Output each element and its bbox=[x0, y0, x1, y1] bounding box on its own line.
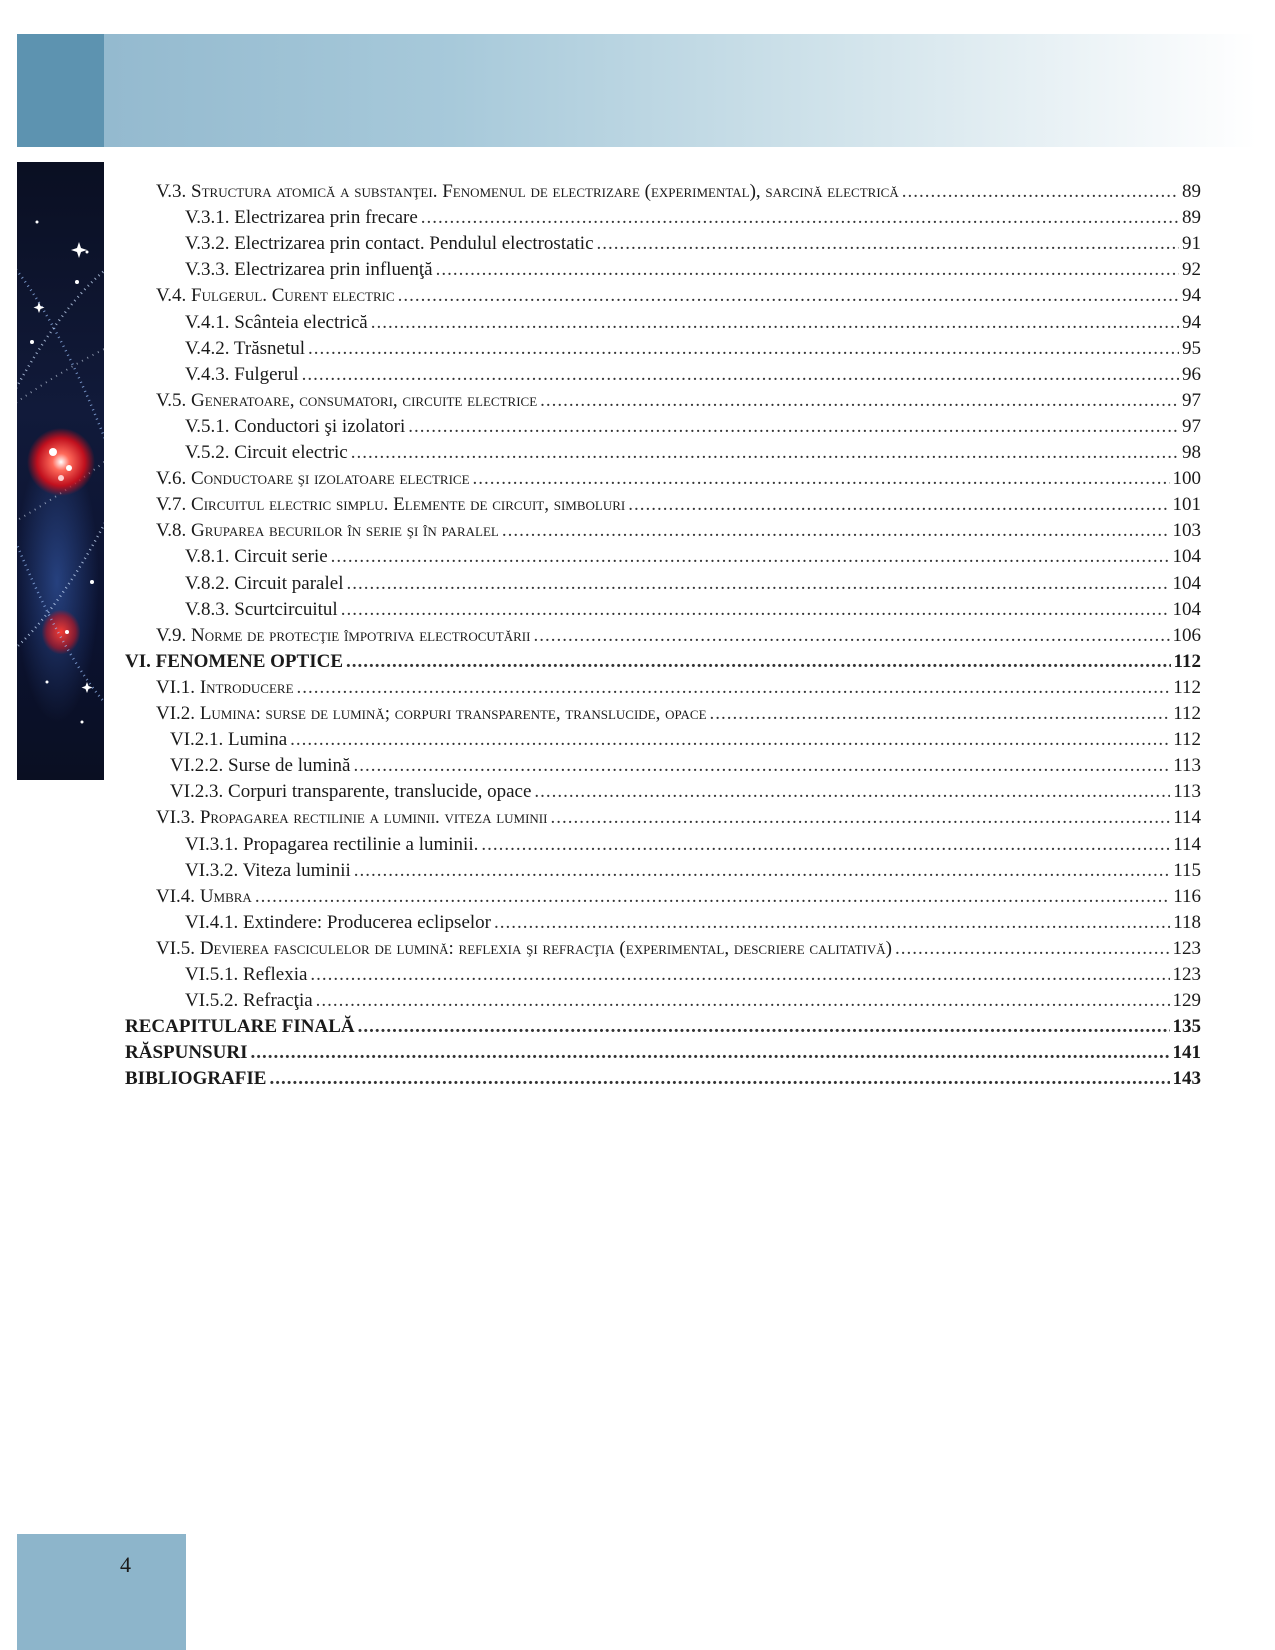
toc-entry-label bbox=[185, 415, 405, 439]
toc-entry-page: 101 bbox=[1172, 494, 1201, 516]
toc-entry-page: 114 bbox=[1173, 807, 1201, 829]
toc-leader-dots bbox=[308, 337, 1179, 361]
toc-entry-label bbox=[156, 389, 537, 413]
toc-entry-title: VI.5.1. Reflexia bbox=[185, 964, 308, 985]
toc-leader-dots bbox=[533, 624, 1169, 648]
toc-leader-dots bbox=[297, 676, 1171, 700]
toc-entry-page: 113 bbox=[1173, 755, 1201, 777]
toc-entry-title: V.5.1. Conductori şi izolatori bbox=[185, 415, 406, 437]
toc-entry-page: 113 bbox=[1173, 781, 1201, 803]
toc-leader-dots bbox=[494, 911, 1170, 935]
toc-leader-dots bbox=[710, 702, 1171, 726]
toc-entry-page: 129 bbox=[1172, 990, 1201, 1012]
toc-entry-page: 89 bbox=[1182, 207, 1201, 229]
toc-leader-dots bbox=[628, 493, 1169, 517]
toc-leader-dots bbox=[597, 232, 1179, 256]
toc-entry[interactable] bbox=[156, 180, 1201, 204]
toc-entry[interactable] bbox=[185, 989, 1201, 1013]
toc-entry-label bbox=[185, 363, 299, 387]
toc-entry-title: V.5.2. Circuit electric bbox=[185, 442, 348, 463]
toc-entry-page: 112 bbox=[1173, 703, 1201, 724]
toc-entry-title: VI.3.2. Viteza luminii bbox=[185, 859, 351, 881]
toc-entry-title: VI.2.1. Lumina bbox=[170, 729, 288, 751]
toc-entry-title: V.4.1. Scânteia electrică bbox=[185, 311, 368, 333]
toc-entry-page: 100 bbox=[1172, 468, 1201, 490]
toc-entry-title: Conductoare şi izolatoare electrice bbox=[191, 468, 470, 490]
toc-entry-title: V.8.3. Scurtcircuitul bbox=[185, 598, 338, 620]
toc-entry-number: V.9. bbox=[156, 624, 192, 646]
toc-entry-title: RĂSPUNSURI bbox=[125, 1042, 248, 1064]
toc-entry-page: 104 bbox=[1172, 598, 1201, 620]
toc-entry-title: BIBLIOGRAFIE bbox=[125, 1068, 267, 1090]
toc-entry[interactable] bbox=[125, 650, 1201, 674]
toc-entry-label bbox=[156, 806, 547, 830]
toc-entry[interactable] bbox=[156, 519, 1201, 543]
toc-leader-dots bbox=[902, 180, 1179, 204]
toc-leader-dots bbox=[346, 572, 1169, 596]
toc-entry[interactable] bbox=[156, 493, 1201, 517]
toc-leader-dots bbox=[353, 754, 1170, 778]
toc-leader-dots bbox=[481, 833, 1170, 857]
toc-leader-dots bbox=[502, 519, 1170, 543]
toc-leader-dots bbox=[341, 598, 1170, 622]
toc-leader-dots bbox=[351, 441, 1179, 465]
toc-leader-dots bbox=[316, 989, 1170, 1013]
toc-entry-label bbox=[156, 519, 499, 543]
toc-entry-label bbox=[185, 206, 418, 230]
toc-entry-title: V.3.1. Electrizarea prin frecare bbox=[185, 207, 418, 229]
toc-entry-number: V.7. bbox=[156, 494, 192, 516]
toc-entry-label bbox=[125, 1015, 355, 1039]
toc-leader-dots bbox=[290, 728, 1170, 752]
toc-entry-page: 92 bbox=[1182, 259, 1201, 281]
toc-entry-page: 104 bbox=[1172, 572, 1201, 594]
toc-entry[interactable] bbox=[185, 232, 1201, 256]
toc-entry-title: V.3.3. Electrizarea prin influenţă bbox=[185, 259, 433, 281]
toc-entry[interactable] bbox=[185, 337, 1201, 361]
toc-leader-dots bbox=[302, 363, 1179, 387]
toc-entry-label bbox=[156, 937, 892, 961]
toc-entry-page: 94 bbox=[1182, 285, 1201, 307]
toc-entry-title: VI.3.1. Propagarea rectilinie a luminii. bbox=[185, 833, 479, 855]
toc-entry-title: VI.5.2. Refracţia bbox=[185, 990, 313, 1012]
toc-leader-dots bbox=[310, 963, 1169, 987]
toc-entry-title: V.8.1. Circuit serie bbox=[185, 546, 328, 568]
toc-entry-page: 112 bbox=[1173, 729, 1201, 751]
toc-entry-label bbox=[185, 258, 433, 282]
toc-leader-dots bbox=[371, 311, 1179, 335]
toc-leader-dots bbox=[398, 284, 1179, 308]
toc-entry-page: 97 bbox=[1182, 415, 1201, 437]
toc-entry-page: 114 bbox=[1173, 833, 1201, 855]
toc-entry[interactable] bbox=[125, 1067, 1201, 1091]
toc-leader-dots bbox=[540, 389, 1179, 413]
toc-entry-label bbox=[185, 311, 368, 335]
toc-entry-page: 97 bbox=[1182, 389, 1201, 411]
toc-entry-label bbox=[170, 780, 531, 804]
toc-entry-number: VI.3. bbox=[156, 807, 200, 829]
toc-entry-page: 143 bbox=[1172, 1068, 1201, 1090]
toc-entry[interactable] bbox=[156, 806, 1201, 830]
toc-entry-page: 89 bbox=[1182, 181, 1201, 202]
toc-entry[interactable] bbox=[185, 311, 1201, 335]
toc-entry-title: V.8.2. Circuit paralel bbox=[185, 572, 344, 594]
toc-entry-page: 112 bbox=[1173, 676, 1201, 698]
toc-entry-title: Gruparea becurilor în serie şi în paralel bbox=[191, 520, 499, 542]
toc-entry[interactable] bbox=[170, 780, 1201, 804]
toc-entry-label bbox=[156, 180, 899, 204]
toc-entry-number: V.5. bbox=[156, 389, 192, 411]
toc-entry-title: Introducere bbox=[199, 676, 294, 698]
toc-leader-dots bbox=[255, 885, 1170, 909]
toc-entry-number: VI.1. bbox=[156, 676, 200, 698]
toc-entry-number: V.4. bbox=[156, 285, 192, 307]
toc-entry[interactable] bbox=[185, 859, 1201, 883]
toc-entry[interactable] bbox=[125, 1015, 1201, 1039]
toc-entry-page: 96 bbox=[1182, 363, 1201, 385]
toc-entry-page: 98 bbox=[1182, 442, 1201, 463]
toc-entry-page: 115 bbox=[1173, 859, 1201, 881]
toc-entry[interactable] bbox=[156, 937, 1201, 961]
toc-entry-title: V.4.2. Trăsnetul bbox=[185, 337, 306, 359]
toc-entry[interactable] bbox=[185, 545, 1201, 569]
toc-entry[interactable] bbox=[185, 206, 1201, 230]
toc-entry-label bbox=[185, 859, 351, 883]
toc-entry[interactable] bbox=[170, 754, 1201, 778]
toc-entry-title: Norme de protecţie împotriva electrocutării bbox=[191, 624, 531, 646]
toc-leader-dots bbox=[895, 937, 1170, 961]
footer-block bbox=[17, 1534, 186, 1650]
toc-entry[interactable] bbox=[185, 258, 1201, 282]
toc-entry[interactable] bbox=[125, 1041, 1201, 1065]
toc-entry-label bbox=[156, 467, 470, 491]
toc-leader-dots bbox=[346, 650, 1171, 674]
toc-entry-title: Devierea fasciculelor de lumină: reflexia şi refracţia (experimental, descriere calitativă) bbox=[199, 937, 892, 959]
toc-entry-page: 118 bbox=[1173, 911, 1201, 933]
toc-entry[interactable] bbox=[185, 363, 1201, 387]
toc-entry-label bbox=[185, 545, 328, 569]
toc-entry-number: VI.5. bbox=[156, 937, 200, 959]
toc-leader-dots bbox=[421, 206, 1179, 230]
toc-entry[interactable] bbox=[170, 728, 1201, 752]
toc-leader-dots bbox=[331, 545, 1170, 569]
toc-entry-title: Lumina: surse de lumină; corpuri transparente, translucide, opace bbox=[199, 703, 707, 724]
toc-entry-page: 106 bbox=[1172, 624, 1201, 646]
toc-entry-page: 112 bbox=[1173, 650, 1201, 672]
toc-leader-dots bbox=[408, 415, 1179, 439]
toc-entry-title: Propagarea rectilinie a luminii. viteza luminii bbox=[199, 807, 548, 829]
toc-entry-title: Umbra bbox=[199, 885, 252, 907]
toc-entry-label bbox=[185, 337, 305, 361]
toc-entry-title: VI. FENOMENE OPTICE bbox=[125, 650, 343, 672]
toc-entry-label bbox=[185, 441, 348, 465]
toc-leader-dots bbox=[534, 780, 1170, 804]
toc-entry-page: 123 bbox=[1172, 964, 1201, 985]
toc-entry-label bbox=[185, 911, 491, 935]
page-number: 4 bbox=[120, 1552, 131, 1577]
toc-entry-title: Fulgerul. Curent electric bbox=[191, 285, 395, 307]
toc-entry[interactable] bbox=[156, 885, 1201, 909]
toc-entry-label bbox=[156, 284, 395, 308]
toc-entry[interactable] bbox=[185, 441, 1201, 465]
toc-entry-title: VI.2.2. Surse de lumină bbox=[170, 755, 351, 777]
toc-leader-dots bbox=[358, 1015, 1170, 1039]
toc-entry[interactable] bbox=[156, 284, 1201, 308]
toc-entry-label bbox=[185, 598, 338, 622]
toc-entry-label bbox=[125, 1041, 247, 1065]
toc-entry-label bbox=[125, 650, 343, 674]
toc-entry[interactable] bbox=[185, 598, 1201, 622]
toc-leader-dots bbox=[473, 467, 1170, 491]
toc-entry-title: V.3.2. Electrizarea prin contact. Pendulul electrostatic bbox=[185, 233, 594, 255]
toc-entry-label bbox=[170, 728, 287, 752]
toc-entry-label bbox=[156, 624, 530, 648]
toc-entry[interactable] bbox=[156, 389, 1201, 413]
toc-entry-label bbox=[156, 702, 707, 726]
toc-entry-title: Structura atomică a substanţei. Fenomenul de electrizare (experimental), sarcină electrică bbox=[191, 181, 899, 202]
toc-entry-page: 95 bbox=[1182, 337, 1201, 359]
toc-entry-title: VI.2.3. Corpuri transparente, translucide, opace bbox=[170, 781, 532, 803]
toc-entry-page: 135 bbox=[1172, 1016, 1201, 1038]
toc-entry-label bbox=[185, 572, 343, 596]
toc-entry-page: 116 bbox=[1173, 885, 1201, 907]
toc-entry-page: 103 bbox=[1172, 520, 1201, 542]
toc-entry-page: 94 bbox=[1182, 311, 1201, 333]
toc-entry-page: 141 bbox=[1172, 1042, 1201, 1064]
toc-entry[interactable] bbox=[185, 963, 1201, 987]
toc-entry[interactable] bbox=[185, 911, 1201, 935]
toc-entry-label bbox=[185, 989, 313, 1013]
toc-entry-number: V.8. bbox=[156, 520, 192, 542]
toc-entry-title: V.4.3. Fulgerul bbox=[185, 363, 299, 385]
toc-leader-dots bbox=[269, 1067, 1169, 1091]
toc-entry-title: Generatoare, consumatori, circuite electrice bbox=[191, 389, 538, 411]
toc-entry-page: 91 bbox=[1182, 233, 1201, 255]
toc-entry-label bbox=[156, 493, 625, 517]
toc-entry[interactable] bbox=[156, 624, 1201, 648]
toc-leader-dots bbox=[436, 258, 1179, 282]
toc-entry-label bbox=[185, 232, 594, 256]
toc-entry-label bbox=[185, 833, 478, 857]
toc-entry[interactable] bbox=[185, 415, 1201, 439]
toc-entry[interactable] bbox=[156, 676, 1201, 700]
toc-leader-dots bbox=[354, 859, 1170, 883]
toc-entry[interactable] bbox=[156, 467, 1201, 491]
toc-entry-title: VI.4.1. Extindere: Producerea eclipselor bbox=[185, 911, 491, 933]
toc-leader-dots bbox=[250, 1041, 1169, 1065]
toc-entry[interactable] bbox=[156, 702, 1201, 726]
toc-entry-label bbox=[156, 885, 252, 909]
toc-entry[interactable] bbox=[185, 572, 1201, 596]
toc-entry-number: V.3. bbox=[156, 181, 192, 202]
toc-entry-label bbox=[170, 754, 350, 778]
toc-entry-number: VI.4. bbox=[156, 885, 200, 907]
toc-leader-dots bbox=[550, 806, 1170, 830]
toc-entry[interactable] bbox=[185, 833, 1201, 857]
toc-entry-title: Circuitul electric simplu. Elemente de circuit, simboluri bbox=[191, 494, 626, 516]
toc-entry-label bbox=[125, 1067, 266, 1091]
toc-entry-page: 104 bbox=[1172, 546, 1201, 568]
toc-entry-label bbox=[156, 676, 294, 700]
toc-entry-page: 123 bbox=[1172, 937, 1201, 959]
toc-entry-number: VI.2. bbox=[156, 703, 200, 724]
toc-entry-label bbox=[185, 963, 307, 987]
toc-entry-title: RECAPITULARE FINALĂ bbox=[125, 1016, 355, 1038]
toc-entry-number: V.6. bbox=[156, 468, 192, 490]
